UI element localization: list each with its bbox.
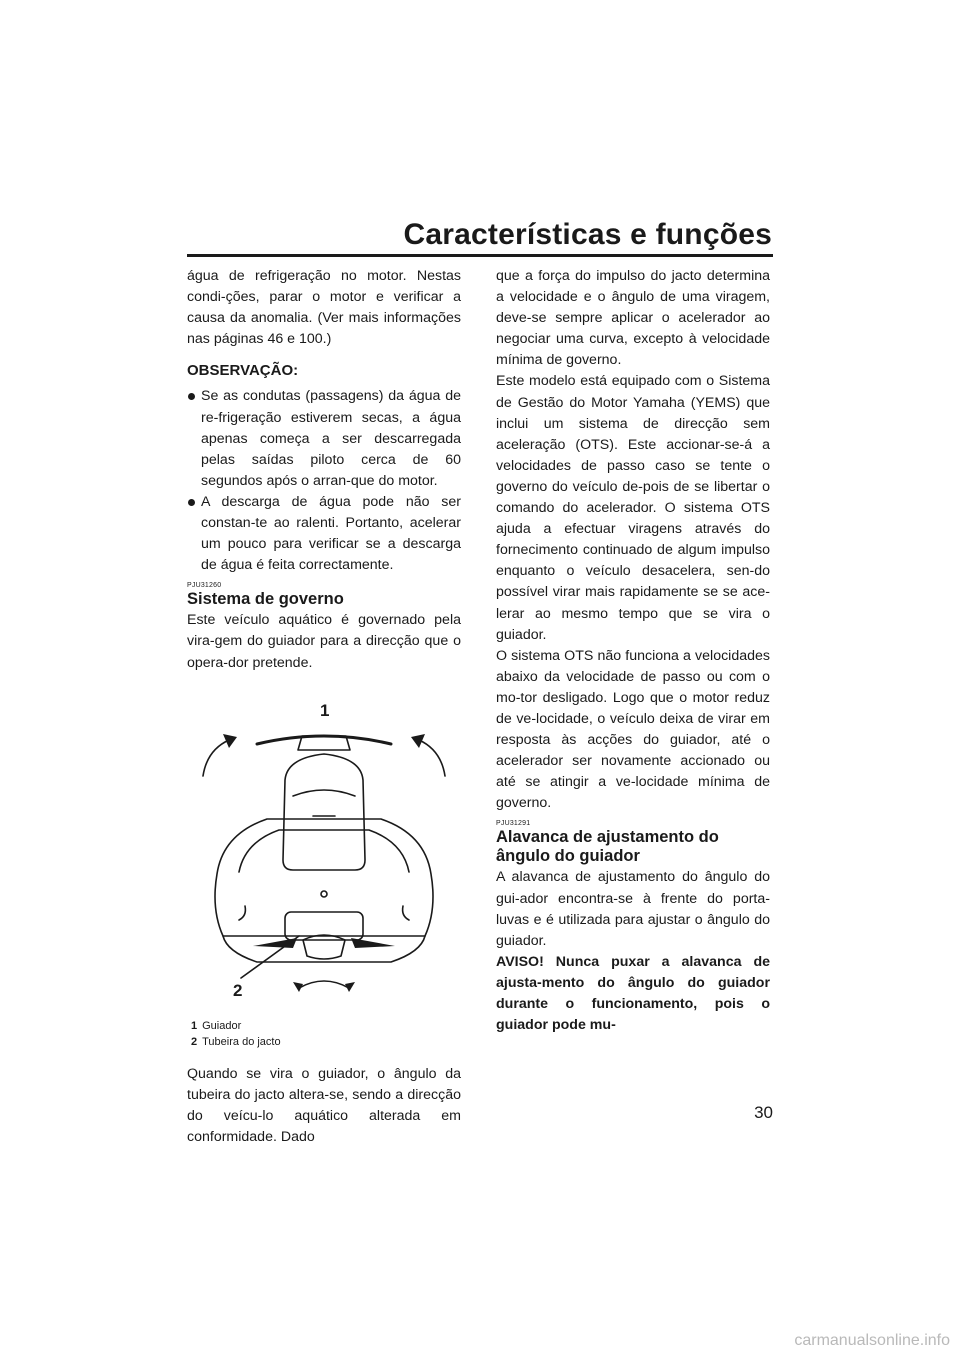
seat-line <box>293 790 355 796</box>
watercraft-illustration <box>187 684 461 1014</box>
section-title-steering: Sistema de governo <box>187 590 344 609</box>
figure-caption <box>187 1018 461 1050</box>
warning-paragraph: AVISO! Nunca puxar a alavanca de ajusta-mento do ângulo do guiador durante o funcionamento, pois o guiador pode mu- <box>496 953 770 1034</box>
section-code: PJU31291 <box>496 820 531 828</box>
lever-paragraph: A alavanca de ajustamento do ângulo do gui-ador encontra-se à frente do porta-luvas e é utilizada para ajustar o ângulo do guiador. <box>496 869 770 949</box>
handlebar <box>257 736 391 744</box>
rear-hook-right <box>403 906 409 920</box>
arrow-left-head <box>223 734 237 748</box>
steering-figure <box>187 684 461 1014</box>
caption-number: 2 <box>191 1035 198 1048</box>
note-heading: OBSERVAÇÃO: <box>187 362 299 380</box>
nozzle-arc-head-right <box>345 982 355 992</box>
caption-item <box>191 1018 461 1034</box>
nozzle-arc-head-left <box>293 982 303 992</box>
caption-item <box>191 1034 461 1050</box>
caption-text: Guiador <box>202 1019 242 1032</box>
right-paragraph-3: O sistema OTS não funciona a velocidades abaixo da velocidade de passo ou com o mo-tor desligado. Logo que o motor reduz de ve-locidade, o veículo deixa de virar em resposta às acções do guiador, até o acelerador ser novamente accionado ou até se atingir a ve-locidade mínima de governo. <box>496 647 770 812</box>
figure-label-2: 2 <box>233 980 243 1000</box>
arrow-right-arc <box>419 740 445 776</box>
intro-paragraph: água de refrigeração no motor. Nestas condi-ções, parar o motor e verificar a causa da anomalia. (Ver mais informações nas páginas 46 e 100.) <box>187 268 461 348</box>
steering-paragraph-2: Quando se vira o guiador, o ângulo da tubeira do jacto altera-se, sendo a direcção do veícu-lo aquático alterada em conformidade. Dado <box>187 1065 461 1145</box>
section-title-handlebar-lever: Alavanca de ajustamento do ângulo do guiador <box>496 828 719 866</box>
deck-line <box>239 830 409 872</box>
caption-number: 1 <box>191 1019 198 1032</box>
hull-outline <box>215 819 433 936</box>
steering-paragraph-1: Este veículo aquático é governado pela vira-gem do guiador para a direcção que o opera-dor pretende. <box>187 612 461 671</box>
right-paragraph-2: Este modelo está equipado com o Sistema de Gestão do Motor Yamaha (YEMS) que inclui um sistema de direcção sem aceleração (OTS). Este accionar-se-á a velocidades de passo caso se tente o governo do veículo de-pois de se libertar o comando do acelerador. O sistema OTS ajuda a efectuar viragens através do fornecimento continuado de algum impulso enquanto o veículo desacelera, sen-do possível virar mais rapidamente se se ace-lerar ao mesmo tempo que se vira o guiador. <box>496 373 770 643</box>
page-number: 30 <box>754 1103 773 1122</box>
rear-hole <box>321 891 327 897</box>
watermark: carmanualsonline.info <box>794 1332 950 1349</box>
note-bullet-1: Se as condutas (passagens) da água de re-frigeração estiverem secas, a água apenas começa a ser descarregada pelas saídas piloto cerca de 60 segundos após o arran-que do motor. <box>187 386 461 491</box>
jet-nozzle <box>303 935 345 959</box>
note-bullet-2: A descarga de água pode não ser constan-te ao ralenti. Portanto, acelerar um pouco para verificar se a descarga de água é feita correctamente. <box>187 492 461 576</box>
caption-text: Tubeira do jacto <box>202 1035 281 1048</box>
left-column <box>187 266 461 1148</box>
arrow-left-arc <box>203 740 229 776</box>
rear-hook-left <box>239 906 245 920</box>
right-column <box>496 266 770 1036</box>
handlebar-pad <box>298 736 350 750</box>
nozzle-arrow-right <box>351 938 395 948</box>
seat <box>283 754 365 870</box>
nozzle-arc <box>299 981 349 988</box>
section-code: PJU31260 <box>187 582 222 590</box>
header-rule <box>187 254 773 257</box>
nozzle-arrow-left <box>253 938 297 948</box>
figure-label-1: 1 <box>320 700 330 720</box>
right-paragraph-1: que a força do impulso do jacto determina a velocidade e o ângulo de uma viragem, deve-se sempre aplicar o acelerador ao negociar uma curva, excepto à velocidade mínima de governo. <box>496 268 770 369</box>
arrow-right-head <box>411 734 425 748</box>
page-header-title: Características e funções <box>403 218 772 251</box>
